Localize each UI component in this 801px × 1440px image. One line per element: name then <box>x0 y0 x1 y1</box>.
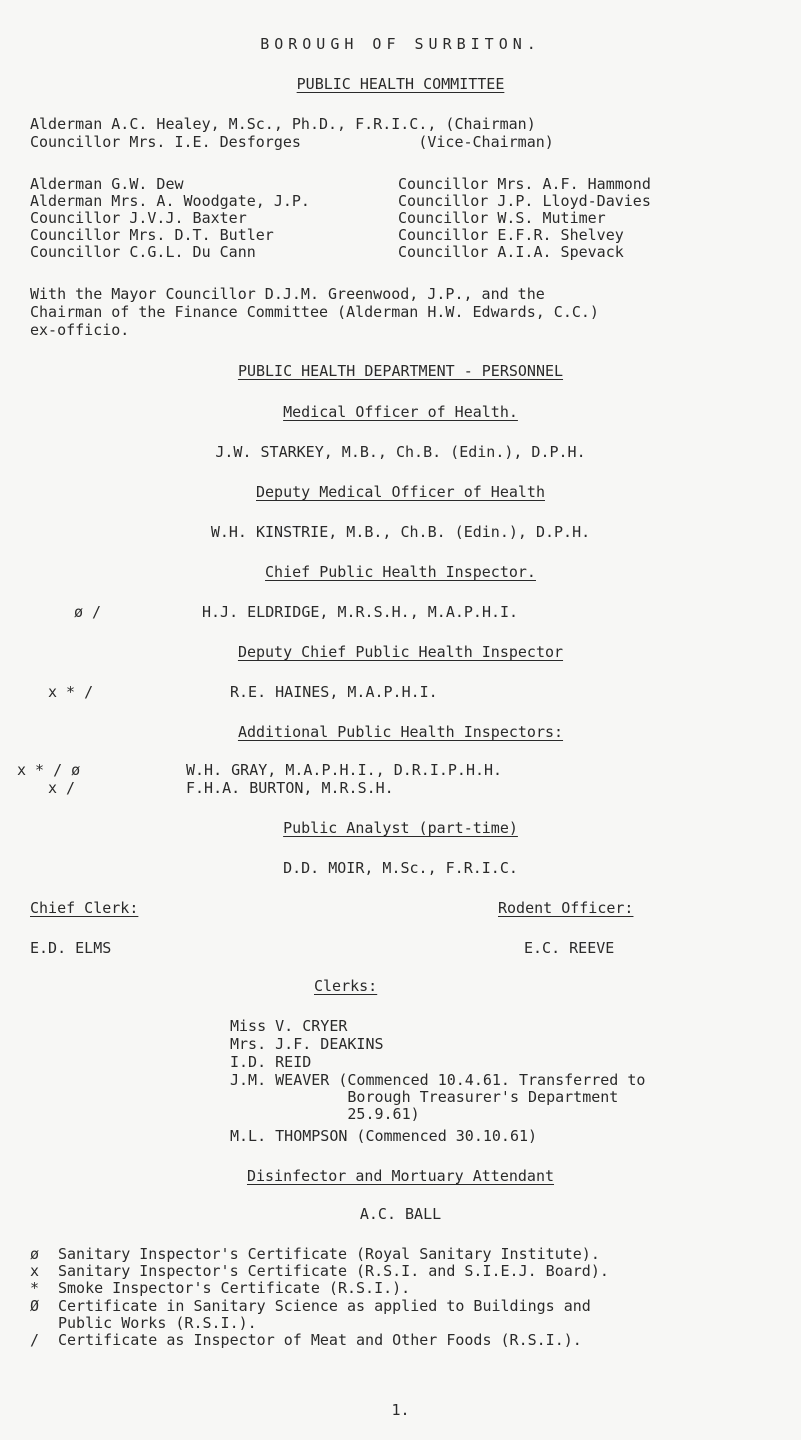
legend-text: Public Works (R.S.I.). <box>58 1314 257 1332</box>
clerks-heading: Clerks: <box>314 977 378 995</box>
dmoh-heading: Deputy Medical Officer of Health <box>256 483 545 501</box>
cphi-marks: ø / <box>74 603 102 621</box>
mayor-note-line: Chairman of the Finance Committee (Alderman H.W. Edwards, C.C.) <box>30 303 599 321</box>
moh-heading: Medical Officer of Health. <box>283 403 518 421</box>
aphi-marks: x / <box>48 779 76 797</box>
legend-text: Sanitary Inspector's Certificate (Royal Sanitary Institute). <box>58 1245 600 1263</box>
dcphi-heading: Deputy Chief Public Health Inspector <box>237 643 564 661</box>
rodent-officer-heading: Rodent Officer: <box>498 899 634 917</box>
cphi-heading: Chief Public Health Inspector. <box>265 563 536 581</box>
dcphi-name: R.E. HAINES, M.A.P.H.I. <box>230 683 438 701</box>
dmoh-name: W.H. KINSTRIE, M.B., Ch.B. (Edin.), D.P.H. <box>210 523 591 541</box>
cphi-name: H.J. ELDRIDGE, M.R.S.H., M.A.P.H.I. <box>202 603 519 621</box>
member-left: Councillor J.V.J. Baxter <box>30 209 247 227</box>
member-right: Councillor A.I.A. Spevack <box>398 243 624 261</box>
legend-text: Smoke Inspector's Certificate (R.S.I.). <box>58 1279 411 1297</box>
member-left: Alderman Mrs. A. Woodgate, J.P. <box>30 192 310 210</box>
clerk-entry: I.D. REID <box>230 1053 312 1071</box>
clerk-entry: Mrs. J.F. DEAKINS <box>230 1035 384 1053</box>
member-right: Councillor W.S. Mutimer <box>398 209 606 227</box>
dcphi-marks: x * / <box>48 683 94 701</box>
borough-title: BOROUGH OF SURBITON. <box>260 35 541 53</box>
clerk-entry: J.M. WEAVER (Commenced 10.4.61. Transferred to <box>230 1071 646 1089</box>
analyst-heading: Public Analyst (part-time) <box>283 819 518 837</box>
clerk-entry: 25.9.61) <box>230 1105 420 1123</box>
legend-mark: ø <box>30 1245 40 1263</box>
vice-chairman-line: Councillor Mrs. I.E. Desforges (Vice-Chairman) <box>30 133 554 151</box>
mayor-note-line: With the Mayor Councillor D.J.M. Greenwood, J.P., and the <box>30 285 545 303</box>
legend-mark: x <box>30 1262 40 1280</box>
clerk-entry: Miss V. CRYER <box>230 1017 348 1035</box>
personnel-heading: PUBLIC HEALTH DEPARTMENT - PERSONNEL <box>237 362 564 380</box>
chief-clerk-name: E.D. ELMS <box>30 939 112 957</box>
aphi-name: W.H. GRAY, M.A.P.H.I., D.R.I.P.H.H. <box>186 761 503 779</box>
legend-text: Sanitary Inspector's Certificate (R.S.I. and S.I.E.J. Board). <box>58 1262 609 1280</box>
disinfector-heading: Disinfector and Mortuary Attendant <box>246 1167 555 1185</box>
member-left: Alderman G.W. Dew <box>30 175 184 193</box>
member-left: Councillor Mrs. D.T. Butler <box>30 226 274 244</box>
disinfector-name: A.C. BALL <box>359 1205 442 1223</box>
member-left: Councillor C.G.L. Du Cann <box>30 243 256 261</box>
member-right: Councillor Mrs. A.F. Hammond <box>398 175 651 193</box>
clerk-entry: Borough Treasurer's Department <box>230 1088 619 1106</box>
legend-mark: Ø <box>30 1297 40 1315</box>
legend-mark: / <box>30 1331 40 1349</box>
member-right: Councillor E.F.R. Shelvey <box>398 226 624 244</box>
aphi-name: F.H.A. BURTON, M.R.S.H. <box>186 779 394 797</box>
legend-text: Certificate as Inspector of Meat and Other Foods (R.S.I.). <box>58 1331 582 1349</box>
legend-mark: * <box>30 1279 40 1297</box>
moh-name: J.W. STARKEY, M.B., Ch.B. (Edin.), D.P.H. <box>215 443 586 461</box>
mayor-note-line: ex-officio. <box>30 321 130 339</box>
committee-heading: PUBLIC HEALTH COMMITTEE <box>296 75 505 93</box>
legend-text: Certificate in Sanitary Science as applied to Buildings and <box>58 1297 591 1315</box>
page-number: 1. <box>391 1401 410 1419</box>
chairman-line: Alderman A.C. Healey, M.Sc., Ph.D., F.R.I.C., (Chairman) <box>30 115 536 133</box>
member-right: Councillor J.P. Lloyd-Davies <box>398 192 651 210</box>
aphi-heading: Additional Public Health Inspectors: <box>237 723 564 741</box>
analyst-name: D.D. MOIR, M.Sc., F.R.I.C. <box>283 859 518 877</box>
aphi-marks: x * / ø <box>17 761 81 779</box>
clerk-entry: M.L. THOMPSON (Commenced 30.10.61) <box>230 1127 538 1145</box>
chief-clerk-heading: Chief Clerk: <box>30 899 139 917</box>
rodent-officer-name: E.C. REEVE <box>524 939 615 957</box>
